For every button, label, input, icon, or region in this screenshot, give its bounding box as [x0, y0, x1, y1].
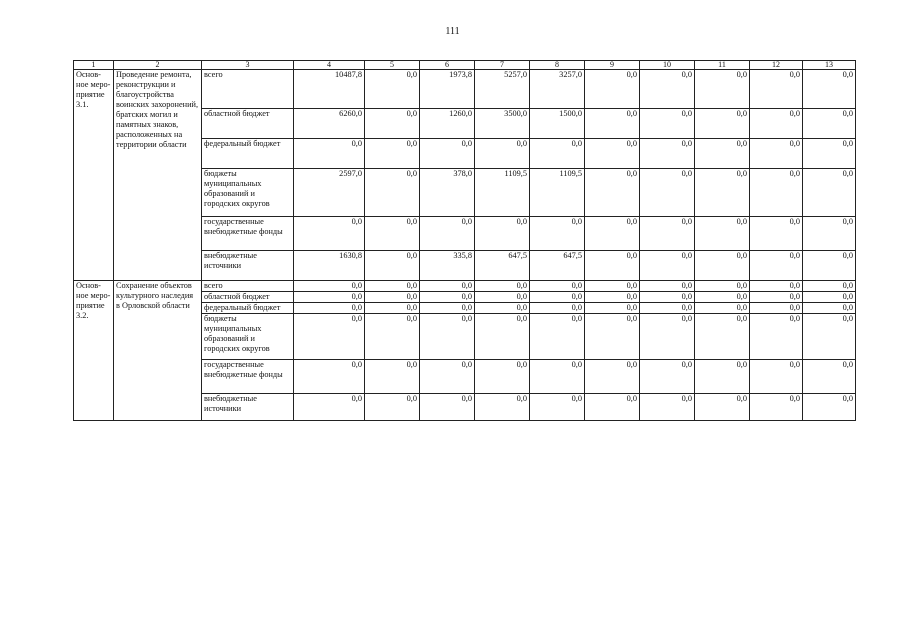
value-cell: 0,0 [530, 303, 585, 314]
funding-source: государственные внебюджетные фонды [202, 217, 294, 251]
value-cell: 647,5 [475, 251, 530, 281]
page-number: 111 [445, 26, 460, 37]
column-header: 13 [803, 61, 856, 70]
column-header: 6 [420, 61, 475, 70]
column-header: 12 [750, 61, 803, 70]
column-header: 8 [530, 61, 585, 70]
column-header: 9 [585, 61, 640, 70]
value-cell: 0,0 [750, 281, 803, 292]
value-cell: 0,0 [585, 169, 640, 217]
value-cell: 0,0 [420, 394, 475, 421]
value-cell: 0,0 [585, 281, 640, 292]
table-row [74, 70, 856, 109]
value-cell: 1260,0 [420, 109, 475, 139]
value-cell: 0,0 [640, 360, 695, 394]
value-cell: 0,0 [475, 303, 530, 314]
value-cell: 0,0 [803, 360, 856, 394]
value-cell: 0,0 [475, 281, 530, 292]
value-cell: 0,0 [294, 394, 365, 421]
value-cell: 0,0 [365, 360, 420, 394]
value-cell: 335,8 [420, 251, 475, 281]
value-cell: 0,0 [585, 303, 640, 314]
value-cell: 0,0 [803, 281, 856, 292]
value-cell: 0,0 [585, 109, 640, 139]
value-cell: 0,0 [585, 394, 640, 421]
measure-title: Проведение ремонта, реконструкции и благоустройства воинских захоронений, братских могил и памятных знаков, расположенных на территории области [114, 70, 202, 281]
value-cell: 0,0 [420, 139, 475, 169]
value-cell: 0,0 [294, 360, 365, 394]
funding-source: бюджеты муниципальных образований и городских округов [202, 314, 294, 360]
funding-source: внебюджетные источники [202, 394, 294, 421]
value-cell: 0,0 [803, 139, 856, 169]
table-body [74, 70, 856, 421]
value-cell: 0,0 [420, 314, 475, 360]
column-header: 3 [202, 61, 294, 70]
value-cell: 0,0 [585, 251, 640, 281]
value-cell: 0,0 [695, 217, 750, 251]
value-cell: 0,0 [640, 70, 695, 109]
funding-source: всего [202, 70, 294, 109]
value-cell: 0,0 [420, 281, 475, 292]
value-cell: 0,0 [294, 281, 365, 292]
column-number-row [74, 61, 856, 70]
column-header: 4 [294, 61, 365, 70]
value-cell: 0,0 [803, 70, 856, 109]
value-cell: 0,0 [530, 281, 585, 292]
value-cell: 1500,0 [530, 109, 585, 139]
value-cell: 0,0 [475, 314, 530, 360]
value-cell: 0,0 [750, 292, 803, 303]
value-cell: 0,0 [803, 217, 856, 251]
value-cell: 0,0 [530, 314, 585, 360]
value-cell: 0,0 [420, 360, 475, 394]
value-cell: 0,0 [803, 292, 856, 303]
value-cell: 0,0 [695, 70, 750, 109]
value-cell: 0,0 [475, 394, 530, 421]
value-cell: 3500,0 [475, 109, 530, 139]
value-cell: 0,0 [750, 109, 803, 139]
value-cell: 0,0 [640, 169, 695, 217]
value-cell: 2597,0 [294, 169, 365, 217]
value-cell: 647,5 [530, 251, 585, 281]
value-cell: 0,0 [640, 109, 695, 139]
value-cell: 0,0 [640, 251, 695, 281]
value-cell: 0,0 [365, 314, 420, 360]
value-cell: 0,0 [695, 139, 750, 169]
value-cell: 5257,0 [475, 70, 530, 109]
value-cell: 0,0 [803, 251, 856, 281]
value-cell: 0,0 [365, 251, 420, 281]
value-cell: 0,0 [585, 70, 640, 109]
value-cell: 0,0 [365, 303, 420, 314]
value-cell: 0,0 [294, 303, 365, 314]
value-cell: 0,0 [803, 169, 856, 217]
value-cell: 0,0 [365, 292, 420, 303]
value-cell: 0,0 [365, 281, 420, 292]
table-row [74, 281, 856, 292]
value-cell: 0,0 [475, 360, 530, 394]
value-cell: 0,0 [750, 360, 803, 394]
value-cell: 0,0 [750, 251, 803, 281]
value-cell: 1973,8 [420, 70, 475, 109]
column-header: 1 [74, 61, 114, 70]
budget-table [73, 60, 856, 421]
value-cell: 0,0 [365, 70, 420, 109]
value-cell: 0,0 [585, 292, 640, 303]
column-header: 5 [365, 61, 420, 70]
value-cell: 0,0 [365, 109, 420, 139]
column-header: 7 [475, 61, 530, 70]
funding-source: областной бюджет [202, 109, 294, 139]
value-cell: 0,0 [530, 217, 585, 251]
column-header: 11 [695, 61, 750, 70]
value-cell: 0,0 [695, 314, 750, 360]
value-cell: 1630,8 [294, 251, 365, 281]
value-cell: 0,0 [695, 251, 750, 281]
value-cell: 0,0 [695, 360, 750, 394]
funding-source: бюджеты муниципальных образований и городских округов [202, 169, 294, 217]
value-cell: 0,0 [585, 314, 640, 360]
value-cell: 0,0 [640, 139, 695, 169]
value-cell: 0,0 [640, 217, 695, 251]
value-cell: 0,0 [695, 109, 750, 139]
value-cell: 0,0 [365, 169, 420, 217]
value-cell: 0,0 [750, 169, 803, 217]
value-cell: 0,0 [475, 139, 530, 169]
value-cell: 0,0 [294, 139, 365, 169]
column-header: 2 [114, 61, 202, 70]
funding-source: федеральный бюджет [202, 139, 294, 169]
value-cell: 0,0 [365, 394, 420, 421]
value-cell: 0,0 [803, 109, 856, 139]
value-cell: 378,0 [420, 169, 475, 217]
value-cell: 10487,8 [294, 70, 365, 109]
value-cell: 1109,5 [475, 169, 530, 217]
value-cell: 0,0 [640, 394, 695, 421]
value-cell: 0,0 [803, 394, 856, 421]
value-cell: 0,0 [294, 292, 365, 303]
value-cell: 0,0 [530, 394, 585, 421]
value-cell: 0,0 [750, 70, 803, 109]
value-cell: 0,0 [750, 217, 803, 251]
value-cell: 0,0 [585, 139, 640, 169]
value-cell: 0,0 [585, 217, 640, 251]
funding-source: всего [202, 281, 294, 292]
value-cell: 0,0 [695, 169, 750, 217]
value-cell: 0,0 [530, 139, 585, 169]
value-cell: 0,0 [750, 394, 803, 421]
measure-code: Основ-ное меро-приятие 3.2. [74, 281, 114, 421]
value-cell: 0,0 [803, 303, 856, 314]
value-cell: 0,0 [695, 394, 750, 421]
value-cell: 0,0 [640, 281, 695, 292]
value-cell: 0,0 [640, 314, 695, 360]
funding-source: внебюджетные источники [202, 251, 294, 281]
value-cell: 0,0 [475, 217, 530, 251]
value-cell: 0,0 [420, 292, 475, 303]
value-cell: 0,0 [420, 303, 475, 314]
value-cell: 3257,0 [530, 70, 585, 109]
funding-source: федеральный бюджет [202, 303, 294, 314]
value-cell: 0,0 [585, 360, 640, 394]
column-header: 10 [640, 61, 695, 70]
value-cell: 0,0 [365, 139, 420, 169]
value-cell: 0,0 [294, 217, 365, 251]
measure-code: Основ-ное меро-приятие 3.1. [74, 70, 114, 281]
value-cell: 0,0 [530, 292, 585, 303]
value-cell: 0,0 [640, 303, 695, 314]
measure-title: Сохранение объектов культурного наследия в Орловской области [114, 281, 202, 421]
value-cell: 0,0 [750, 139, 803, 169]
value-cell: 0,0 [294, 314, 365, 360]
value-cell: 0,0 [803, 314, 856, 360]
value-cell: 0,0 [640, 292, 695, 303]
value-cell: 0,0 [695, 292, 750, 303]
value-cell: 0,0 [695, 281, 750, 292]
value-cell: 0,0 [750, 314, 803, 360]
value-cell: 0,0 [695, 303, 750, 314]
value-cell: 1109,5 [530, 169, 585, 217]
funding-source: областной бюджет [202, 292, 294, 303]
value-cell: 0,0 [530, 360, 585, 394]
value-cell: 0,0 [750, 303, 803, 314]
value-cell: 0,0 [365, 217, 420, 251]
funding-source: государственные внебюджетные фонды [202, 360, 294, 394]
value-cell: 6260,0 [294, 109, 365, 139]
value-cell: 0,0 [475, 292, 530, 303]
value-cell: 0,0 [420, 217, 475, 251]
